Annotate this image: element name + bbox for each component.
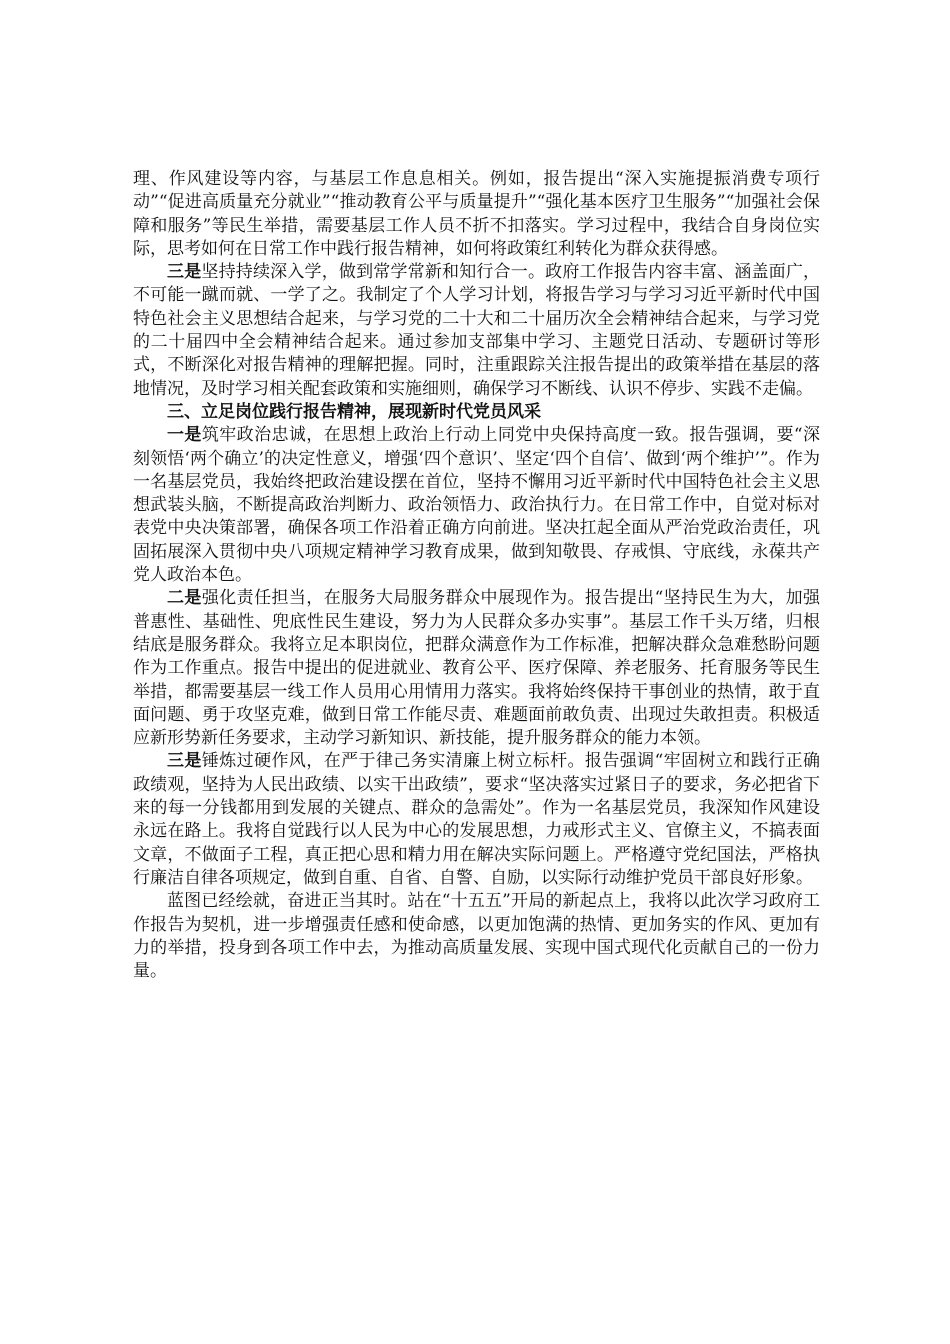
paragraph-text: 理、作风建设等内容，与基层工作息息相关。例如，报告提出“深入实施提振消费专项行动”“促进高质量充分就业”“推动教育公平与质量提升”“强化基本医疗卫生服务”“加强社会保障和服务”等民生举措，需要基层工作人员不折不扣落实。学习过程中，我结合自身岗位实际，思考如何在日常工作中践行报告精神，如何将政策红利转化为群众获得感。: [133, 169, 820, 259]
document-page: [133, 168, 820, 983]
paragraph-lead: 三是: [167, 751, 202, 772]
paragraph-text: 筑牢政治忠诚，在思想上政治上行动上同党中央保持高度一致。报告强调，要“深刻领悟‘两个确立’的决定性意义，增强‘四个意识’、坚定‘四个自信’、做到‘两个维护’”。作为一名基层党员，我始终把政治建设摆在首位，坚持不懈用习近平新时代中国特色社会主义思想武装头脑，不断提高政治判断力、政治领悟力、政治执行力。在日常工作中，自觉对标对表党中央决策部署，确保各项工作沿着正确方向前进。坚决扛起全面从严治党政治责任，巩固拓展深入贯彻中央八项规定精神学习教育成果，做到知敬畏、存戒惧、守底线，永葆共产党人政治本色。: [133, 425, 820, 586]
paragraph-point-one: [133, 424, 820, 587]
section-heading: 三、立足岗位践行报告精神，展现新时代党员风采: [167, 401, 541, 422]
paragraph-text: 蓝图已经绘就，奋进正当其时。站在“十五五”开局的新起点上，我将以此次学习政府工作报告为契机，进一步增强责任感和使命感，以更加饱满的热情、更加务实的作风、更加有力的举措，投身到各项工作中去，为推动高质量发展、实现中国式现代化贡献自己的一份力量。: [133, 891, 820, 982]
paragraph-point-two: [133, 587, 820, 750]
paragraph-text: 锤炼过硬作风，在严于律己务实清廉上树立标杆。报告强调“牢固树立和践行正确政绩观，坚持为人民出政绩、以实干出政绩”，要求“坚决落实过紧日子的要求，务必把省下来的每一分钱都用到发展的关键点、群众的急需处”。作为一名基层党员，我深知作风建设永远在路上。我将自觉践行以人民为中心的发展思想，力戒形式主义、官僚主义，不搞表面文章，不做面子工程，真正把心思和精力用在解决实际问题上。严格遵守党纪国法，严格执行廉洁自律各项规定，做到自重、自省、自警、自励，以实际行动维护党员干部良好形象。: [133, 751, 820, 888]
paragraph-point-three: [133, 750, 820, 890]
paragraph-lead: 二是: [167, 588, 202, 609]
paragraph-text: 强化责任担当，在服务大局服务群众中展现作为。报告提出“坚持民生为大，加强普惠性、基础性、兜底性民生建设，努力为人民群众多办实事”。基层工作千头万绪，归根结底是服务群众。我将立足本职岗位，把群众满意作为工作标准，把解决群众急难愁盼问题作为工作重点。报告中提出的促进就业、教育公平、医疗保障、养老服务、托育服务等民生举措，都需要基层一线工作人员用心用情用力落实。我将始终保持干事创业的热情，敢于直面问题、勇于攻坚克难，做到日常工作能尽责、难题面前敢负责、出现过失敢担责。积极适应新形势新任务要求，主动学习新知识、新技能，提升服务群众的能力本领。: [133, 588, 820, 749]
paragraph-text: 坚持持续深入学，做到常学常新和知行合一。政府工作报告内容丰富、涵盖面广，不可能一蹴而就、一学了之。我制定了个人学习计划，将报告学习与学习习近平新时代中国特色社会主义思想结合起来，与学习党的二十大和二十届历次全会精神结合起来，与学习党的二十届四中全会精神结合起来。通过参加支部集中学习、主题党日活动、专题研讨等形式，不断深化对报告精神的理解把握。同时，注重跟踪关注报告提出的政策举措在基层的落地情况，及时学习相关配套政策和实施细则，确保学习不断线、认识不停步、实践不走偏。: [133, 262, 821, 399]
paragraph-point-three-study: [133, 261, 820, 401]
closing-paragraph: [133, 890, 820, 983]
paragraph-lead: 三是: [167, 262, 202, 283]
paragraph-lead: 一是: [167, 425, 202, 446]
continued-paragraph: [133, 168, 820, 261]
